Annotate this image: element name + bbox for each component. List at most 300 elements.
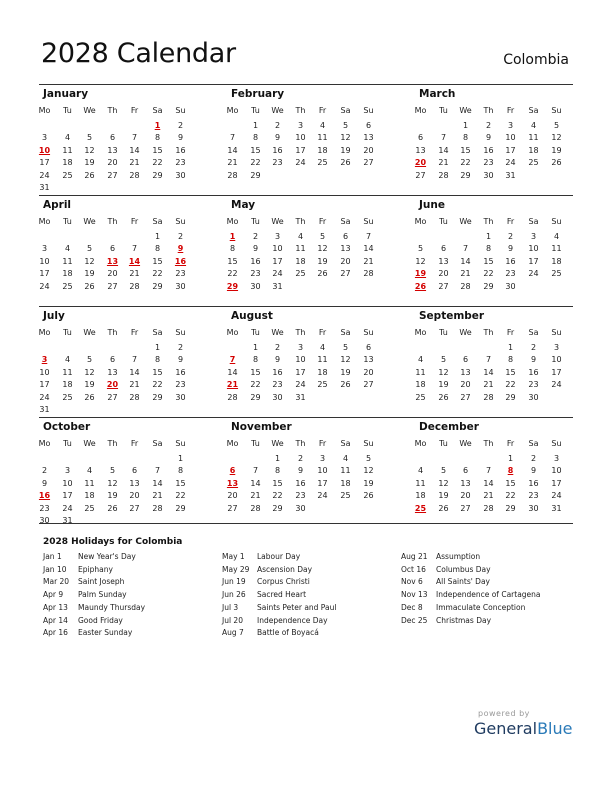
day-cell: 1 <box>507 454 514 463</box>
holiday-item <box>401 552 480 561</box>
weekday-label: Su <box>363 106 374 115</box>
day-cell: 1 <box>507 343 514 352</box>
day-cell: 17 <box>551 367 562 377</box>
day-cell: 30 <box>505 281 516 291</box>
powered-by-text: powered by <box>478 709 530 718</box>
day-cell: 29 <box>483 281 494 291</box>
holiday-date: Jul 3 <box>222 602 239 612</box>
day-cell: 3 <box>41 244 48 254</box>
weekday-label: Su <box>175 217 186 226</box>
month-name: March <box>419 88 456 100</box>
holiday-name: Ascension Day <box>257 564 313 574</box>
day-cell: 18 <box>415 380 426 390</box>
day-cell: 27 <box>129 503 140 513</box>
day-cell: 26 <box>84 170 95 180</box>
holiday-date: Aug 7 <box>222 628 244 638</box>
months-grid <box>39 84 573 528</box>
day-cell: 28 <box>438 170 449 180</box>
day-cell: 20 <box>340 256 351 266</box>
day-cell: 29 <box>505 503 516 513</box>
day-cell: 21 <box>363 256 374 266</box>
weekday-label: Tu <box>251 106 260 115</box>
holiday-item <box>401 590 541 599</box>
day-cell: 1 <box>462 121 469 130</box>
day-cell: 16 <box>175 145 186 155</box>
day-cell: 9 <box>274 355 281 365</box>
weekday-label: Su <box>551 439 562 448</box>
holiday-day-cell: 10 <box>38 145 51 155</box>
day-cell: 19 <box>340 145 351 155</box>
day-cell: 25 <box>317 158 328 168</box>
day-cell: 22 <box>505 491 516 501</box>
day-cell: 22 <box>152 380 163 390</box>
weekday-label: Su <box>175 328 186 337</box>
day-cell: 2 <box>274 121 281 130</box>
day-cell: 29 <box>152 170 163 180</box>
holiday-item <box>43 628 132 637</box>
day-cell: 15 <box>175 478 186 488</box>
holiday-date: Nov 13 <box>401 590 428 600</box>
day-cell: 4 <box>86 466 93 476</box>
day-cell: 27 <box>107 281 118 291</box>
day-cell: 16 <box>272 145 283 155</box>
day-cell: 22 <box>460 158 471 168</box>
day-cell: 4 <box>319 343 326 352</box>
day-cell: 4 <box>417 355 424 365</box>
day-cell: 12 <box>317 244 328 254</box>
brand-part-2: Blue <box>537 719 573 738</box>
weekday-label: We <box>271 106 284 115</box>
day-cell: 7 <box>229 133 236 143</box>
day-cell: 11 <box>62 145 73 155</box>
day-cell: 12 <box>84 256 95 266</box>
day-cell: 23 <box>175 380 186 390</box>
holiday-day-cell: 7 <box>229 355 236 365</box>
day-cell: 10 <box>272 244 283 254</box>
holiday-item <box>43 590 127 599</box>
holiday-day-cell: 14 <box>128 256 141 266</box>
day-cell: 27 <box>363 158 374 168</box>
weekday-label: Su <box>175 439 186 448</box>
day-cell: 23 <box>175 158 186 168</box>
holiday-date: Dec 25 <box>401 615 428 625</box>
weekday-label: Su <box>363 328 374 337</box>
day-cell: 10 <box>62 478 73 488</box>
day-cell: 20 <box>107 269 118 279</box>
day-cell: 24 <box>39 392 50 402</box>
day-cell: 9 <box>530 466 537 476</box>
weekday-label: Mo <box>414 217 427 226</box>
day-cell: 1 <box>154 343 161 352</box>
day-cell: 25 <box>84 503 95 513</box>
day-cell: 16 <box>272 367 283 377</box>
day-cell: 3 <box>507 121 514 130</box>
month-name: December <box>419 421 479 433</box>
day-cell: 28 <box>483 392 494 402</box>
month-name: May <box>231 199 256 211</box>
day-cell: 28 <box>129 281 140 291</box>
day-cell: 18 <box>84 491 95 501</box>
holiday-name: New Year's Day <box>78 552 136 561</box>
weekday-label: Th <box>295 328 306 337</box>
month-row <box>39 84 573 195</box>
day-cell: 17 <box>272 256 283 266</box>
day-cell: 8 <box>229 244 236 254</box>
day-cell: 14 <box>438 145 449 155</box>
holiday-day-cell: 16 <box>38 491 51 501</box>
holiday-item <box>43 603 145 612</box>
weekday-label: Th <box>483 439 494 448</box>
day-cell: 28 <box>129 170 140 180</box>
day-cell: 16 <box>528 478 539 488</box>
day-cell: 9 <box>485 133 492 143</box>
day-cell: 24 <box>39 170 50 180</box>
day-cell: 6 <box>109 133 116 143</box>
holiday-date: May 29 <box>222 564 250 574</box>
weekday-label: Su <box>551 106 562 115</box>
day-cell: 12 <box>438 478 449 488</box>
day-cell: 26 <box>84 392 95 402</box>
weekday-label: We <box>83 217 96 226</box>
holiday-date: Jun 26 <box>222 590 246 600</box>
divider <box>39 523 573 524</box>
month-name: November <box>231 421 292 433</box>
day-cell: 6 <box>440 244 447 254</box>
day-cell: 17 <box>505 145 516 155</box>
day-cell: 11 <box>340 466 351 476</box>
day-cell: 3 <box>64 466 71 476</box>
holiday-name: Sacred Heart <box>257 590 307 600</box>
day-cell: 12 <box>107 478 118 488</box>
day-cell: 18 <box>62 380 73 390</box>
day-cell: 6 <box>417 133 424 143</box>
weekday-label: Fr <box>506 217 515 226</box>
day-cell: 10 <box>39 256 50 266</box>
holiday-date: Nov 6 <box>401 577 423 587</box>
day-cell: 26 <box>438 503 449 513</box>
day-cell: 2 <box>507 232 514 241</box>
day-cell: 23 <box>272 380 283 390</box>
day-cell: 2 <box>177 343 184 352</box>
day-cell: 17 <box>39 380 50 390</box>
day-cell: 14 <box>483 478 494 488</box>
day-cell: 2 <box>297 454 304 463</box>
holiday-item <box>401 603 525 612</box>
holiday-item <box>222 628 319 637</box>
holiday-name: Independence Day <box>257 615 328 625</box>
day-cell: 3 <box>297 343 304 352</box>
day-cell: 23 <box>272 158 283 168</box>
day-cell: 2 <box>530 454 537 463</box>
day-cell: 5 <box>109 466 116 476</box>
holiday-name: Independence of Cartagena <box>436 590 541 600</box>
day-cell: 6 <box>462 355 469 365</box>
day-cell: 23 <box>528 380 539 390</box>
weekday-label: Fr <box>318 106 327 115</box>
day-cell: 22 <box>250 380 261 390</box>
day-cell: 11 <box>415 367 426 377</box>
day-cell: 5 <box>417 244 424 254</box>
day-cell: 3 <box>553 343 560 352</box>
weekday-label: Sa <box>340 106 351 115</box>
day-cell: 29 <box>152 392 163 402</box>
day-cell: 18 <box>62 158 73 168</box>
weekday-label: We <box>459 106 472 115</box>
day-cell: 16 <box>175 367 186 377</box>
holiday-day-cell: 16 <box>174 256 187 266</box>
day-cell: 16 <box>295 478 306 488</box>
holiday-name: Corpus Christi <box>257 577 310 587</box>
weekday-label: Mo <box>226 217 239 226</box>
day-cell: 19 <box>317 256 328 266</box>
day-cell: 23 <box>175 269 186 279</box>
day-cell: 23 <box>39 503 50 513</box>
day-cell: 28 <box>227 170 238 180</box>
day-cell: 15 <box>250 145 261 155</box>
weekday-label: Fr <box>130 217 139 226</box>
day-cell: 11 <box>84 478 95 488</box>
day-cell: 18 <box>528 145 539 155</box>
weekday-label: Tu <box>439 328 448 337</box>
weekday-label: Th <box>107 328 118 337</box>
brand-part-1: General <box>474 719 538 738</box>
holiday-name: Maundy Thursday <box>78 602 146 612</box>
day-cell: 27 <box>107 170 118 180</box>
day-cell: 1 <box>252 343 259 352</box>
day-cell: 30 <box>528 503 539 513</box>
day-cell: 16 <box>483 145 494 155</box>
day-cell: 30 <box>175 281 186 291</box>
day-cell: 13 <box>340 244 351 254</box>
day-cell: 11 <box>528 133 539 143</box>
day-cell: 9 <box>297 466 304 476</box>
day-cell: 7 <box>462 244 469 254</box>
day-cell: 29 <box>505 392 516 402</box>
holiday-date: Jul 20 <box>222 615 243 625</box>
day-cell: 4 <box>64 244 71 254</box>
day-cell: 4 <box>64 355 71 365</box>
day-cell: 22 <box>227 269 238 279</box>
day-cell: 25 <box>340 491 351 501</box>
day-cell: 20 <box>363 367 374 377</box>
day-cell: 27 <box>107 392 118 402</box>
weekday-label: We <box>83 328 96 337</box>
day-cell: 28 <box>460 281 471 291</box>
day-cell: 6 <box>365 121 372 130</box>
day-cell: 7 <box>131 133 138 143</box>
day-cell: 20 <box>460 380 471 390</box>
weekday-label: Th <box>107 217 118 226</box>
day-cell: 2 <box>177 121 184 130</box>
holiday-date: Oct 16 <box>401 564 426 574</box>
holiday-date: May 1 <box>222 552 245 561</box>
day-cell: 20 <box>107 158 118 168</box>
day-cell: 25 <box>415 392 426 402</box>
day-cell: 15 <box>152 367 163 377</box>
holiday-day-cell: 3 <box>41 355 48 365</box>
day-cell: 11 <box>551 244 562 254</box>
day-cell: 11 <box>295 244 306 254</box>
day-cell: 8 <box>252 355 259 365</box>
day-cell: 14 <box>129 367 140 377</box>
holiday-date: Dec 8 <box>401 602 423 612</box>
day-cell: 6 <box>365 343 372 352</box>
day-cell: 14 <box>250 478 261 488</box>
day-cell: 27 <box>460 392 471 402</box>
holiday-name: Epiphany <box>78 564 113 574</box>
holiday-item <box>401 565 491 574</box>
holiday-day-cell: 25 <box>414 503 427 513</box>
holiday-date: Apr 16 <box>43 628 68 638</box>
day-cell: 6 <box>342 232 349 241</box>
weekday-label: Th <box>483 217 494 226</box>
weekday-label: Fr <box>130 106 139 115</box>
day-cell: 26 <box>340 380 351 390</box>
weekday-label: We <box>83 439 96 448</box>
weekday-label: Th <box>107 106 118 115</box>
day-cell: 26 <box>84 281 95 291</box>
weekday-label: Mo <box>414 328 427 337</box>
day-cell: 17 <box>295 145 306 155</box>
day-cell: 10 <box>551 355 562 365</box>
weekday-label: We <box>83 106 96 115</box>
weekday-label: Su <box>551 217 562 226</box>
day-cell: 5 <box>86 133 93 143</box>
day-cell: 10 <box>317 466 328 476</box>
day-cell: 5 <box>86 355 93 365</box>
holiday-item <box>222 590 306 599</box>
weekday-label: Su <box>363 439 374 448</box>
day-cell: 20 <box>438 269 449 279</box>
day-cell: 20 <box>460 491 471 501</box>
day-cell: 16 <box>528 367 539 377</box>
holiday-day-cell: 20 <box>414 158 427 168</box>
day-cell: 30 <box>272 392 283 402</box>
weekday-label: Tu <box>63 328 72 337</box>
holiday-day-cell: 1 <box>229 232 236 241</box>
weekday-label: Fr <box>506 439 515 448</box>
holiday-date: Apr 14 <box>43 615 68 625</box>
day-cell: 15 <box>152 256 163 266</box>
day-cell: 23 <box>528 491 539 501</box>
day-cell: 25 <box>62 170 73 180</box>
day-cell: 23 <box>505 269 516 279</box>
day-cell: 9 <box>274 133 281 143</box>
day-cell: 5 <box>440 355 447 365</box>
month-name: September <box>419 310 485 322</box>
weekday-label: Tu <box>63 217 72 226</box>
day-cell: 19 <box>438 380 449 390</box>
weekday-label: Sa <box>340 217 351 226</box>
day-cell: 19 <box>107 491 118 501</box>
month-name: August <box>231 310 273 322</box>
day-cell: 8 <box>177 466 184 476</box>
day-cell: 30 <box>250 281 261 291</box>
holiday-day-cell: 9 <box>177 244 184 254</box>
day-cell: 31 <box>39 183 50 192</box>
day-cell: 31 <box>551 503 562 513</box>
day-cell: 15 <box>272 478 283 488</box>
day-cell: 28 <box>129 392 140 402</box>
holiday-day-cell: 19 <box>414 269 427 279</box>
day-cell: 15 <box>152 145 163 155</box>
holiday-name: Battle of Boyacá <box>257 628 319 638</box>
day-cell: 17 <box>62 491 73 501</box>
month-row <box>39 306 573 417</box>
holiday-item <box>222 565 312 574</box>
day-cell: 1 <box>485 232 492 241</box>
day-cell: 3 <box>274 232 281 241</box>
weekday-label: Mo <box>38 106 51 115</box>
day-cell: 18 <box>317 145 328 155</box>
holiday-date: Apr 13 <box>43 602 68 612</box>
day-cell: 30 <box>483 170 494 180</box>
holiday-item <box>222 577 310 586</box>
day-cell: 8 <box>507 355 514 365</box>
day-cell: 30 <box>39 516 50 525</box>
day-cell: 11 <box>415 478 426 488</box>
day-cell: 12 <box>340 355 351 365</box>
day-cell: 29 <box>250 170 261 180</box>
day-cell: 2 <box>252 232 259 241</box>
weekday-label: Su <box>363 217 374 226</box>
day-cell: 28 <box>152 503 163 513</box>
holiday-item <box>222 603 336 612</box>
weekday-label: Sa <box>152 439 163 448</box>
holiday-item <box>43 565 113 574</box>
weekday-label: We <box>271 328 284 337</box>
holiday-name: Christmas Day <box>436 615 492 625</box>
day-cell: 19 <box>84 380 95 390</box>
day-cell: 1 <box>252 121 259 130</box>
weekday-label: Tu <box>439 106 448 115</box>
day-cell: 13 <box>129 478 140 488</box>
day-cell: 10 <box>295 133 306 143</box>
day-cell: 14 <box>460 256 471 266</box>
day-cell: 29 <box>175 503 186 513</box>
day-cell: 3 <box>41 133 48 143</box>
day-cell: 1 <box>274 454 281 463</box>
day-cell: 26 <box>438 392 449 402</box>
day-cell: 3 <box>297 121 304 130</box>
day-cell: 15 <box>227 256 238 266</box>
weekday-label: Tu <box>63 439 72 448</box>
weekday-label: Tu <box>439 439 448 448</box>
day-cell: 24 <box>295 158 306 168</box>
day-cell: 17 <box>295 367 306 377</box>
day-cell: 31 <box>505 170 516 180</box>
day-cell: 29 <box>460 170 471 180</box>
weekday-label: Th <box>295 106 306 115</box>
day-cell: 4 <box>553 232 560 241</box>
day-cell: 21 <box>227 158 238 168</box>
holiday-day-cell: 13 <box>106 256 119 266</box>
generalblue-logo[interactable] <box>474 719 572 738</box>
holiday-name: Labour Day <box>257 552 301 561</box>
day-cell: 26 <box>340 158 351 168</box>
weekday-label: Tu <box>251 328 260 337</box>
day-cell: 31 <box>39 405 50 414</box>
weekday-label: Fr <box>318 217 327 226</box>
month-name: January <box>43 88 89 100</box>
day-cell: 5 <box>86 244 93 254</box>
holiday-day-cell: 29 <box>226 281 239 291</box>
day-cell: 3 <box>553 454 560 463</box>
weekday-label: We <box>459 217 472 226</box>
weekday-label: Sa <box>528 217 539 226</box>
weekday-label: Mo <box>414 439 427 448</box>
holiday-name: Easter Sunday <box>78 628 133 638</box>
